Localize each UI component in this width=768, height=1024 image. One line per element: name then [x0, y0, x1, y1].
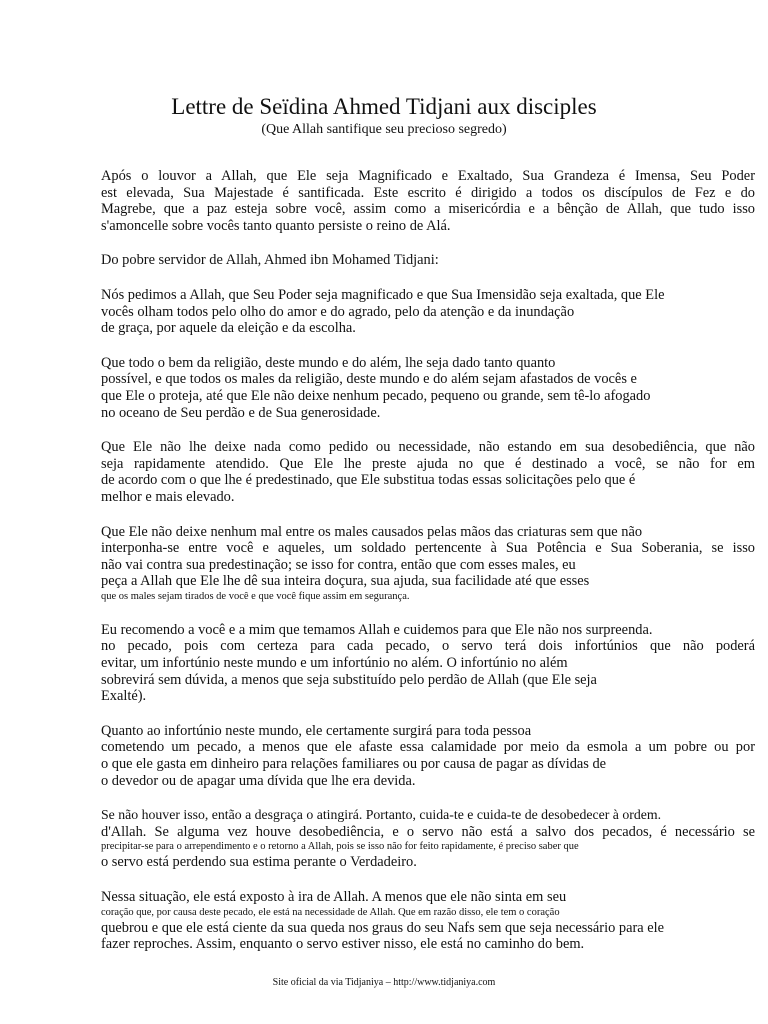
text-line: peça a Allah que Ele lhe dê sua inteira doçura, sua ajuda, sua facilidade até que esses [101, 573, 590, 590]
paragraph-8 [101, 723, 755, 789]
text-line: Que Ele não deixe nenhum mal entre os males causados pelas mãos das criaturas sem que não [101, 523, 643, 540]
text-line: sobrevirá sem dúvida, a menos que seja substituído pelo perdão de Allah (que Ele seja [101, 671, 597, 688]
paragraph-5 [101, 439, 755, 505]
text-line: que Ele o proteja, até que Ele não deixe nenhum pecado, pequeno ou grande, sem tê-lo afogado [101, 387, 651, 404]
text-line: de graça, por aquele da eleição e da escolha. [101, 320, 356, 337]
text-line: de acordo com o que lhe é predestinado, que Ele substitua todas essas solicitações pelo que é [101, 472, 636, 489]
paragraph-4 [101, 355, 755, 421]
text-line: seja rapidamente atendido. Que Ele lhe preste ajuda no que é destinado a você, se não for em [101, 455, 755, 472]
paragraph-6 [101, 524, 755, 604]
text-line: Magrebe, que a paz esteja sobre você, assim como a misericórdia e a bênção de Allah, que tudo isso [101, 201, 755, 218]
text-line: melhor e mais elevado. [101, 488, 235, 505]
text-line: d'Allah. Se alguma vez houve desobediência, e o servo não está a salvo dos pecados, é necessário se [101, 823, 755, 840]
page-footer: Site oficial da via Tidjaniya – http://www.tidjaniya.com [272, 977, 496, 988]
paragraph-1 [101, 168, 755, 234]
text-line: coração que, por causa deste pecado, ele está na necessidade de Allah. Que em razão disso, ele tem o coração [101, 906, 560, 918]
text-line: interponha-se entre você e aqueles, um soldado pertencente à Sua Potência e Sua Soberania, se isso [101, 540, 755, 557]
paragraph-7 [101, 622, 755, 705]
text-line: Quanto ao infortúnio neste mundo, ele certamente surgirá para toda pessoa [101, 722, 532, 739]
text-line: s'amoncelle sobre vocês tanto quanto persiste o reino de Alá. [101, 217, 451, 234]
text-line: Se não houver isso, então a desgraça o atingirá. Portanto, cuida-te e cuida-te de desobedecer à ordem. [101, 807, 662, 823]
paragraph-9 [101, 807, 755, 871]
text-line: Exalté). [101, 688, 147, 705]
paragraph-3 [101, 287, 755, 337]
page-subtitle: (Que Allah santifique seu precioso segredo) [261, 122, 507, 137]
text-line: fazer reproches. Assim, enquanto o servo estiver nisso, ele está no caminho do bem. [101, 936, 585, 953]
text-line: Do pobre servidor de Allah, Ahmed ibn Mohamed Tidjani: [101, 252, 439, 269]
text-line: quebrou e que ele está ciente da sua queda nos graus do seu Nafs sem que seja necessário para ele [101, 919, 665, 936]
text-line: o que ele gasta em dinheiro para relações familiares ou por causa de pagar as dívidas de [101, 756, 607, 773]
text-line: cometendo um pecado, a menos que ele afaste essa calamidade por meio da esmola a um pobre ou por [101, 739, 755, 756]
paragraph-2 [101, 252, 755, 269]
text-line: não vai contra sua predestinação; se isso for contra, então que com esses males, eu [101, 556, 576, 573]
text-line: Eu recomendo a você e a mim que temamos Allah e cuidemos para que Ele não nos surpreenda. [101, 621, 653, 638]
text-line: o servo está perdendo sua estima perante o Verdadeiro. [101, 854, 417, 871]
text-line: Que Ele não lhe deixe nada como pedido ou necessidade, não estando em sua desobediência, que não [101, 439, 755, 456]
page-title: Lettre de Seïdina Ahmed Tidjani aux disciples [171, 94, 597, 119]
text-line: no oceano de Seu perdão e de Sua generosidade. [101, 404, 381, 421]
text-line: vocês olham todos pelo olho do amor e do agrado, pelo da atenção e da inundação [101, 303, 575, 320]
text-line: evitar, um infortúnio neste mundo e um infortúnio no além. O infortúnio no além [101, 655, 568, 672]
text-line: Que todo o bem da religião, deste mundo e do além, lhe seja dado tanto quanto [101, 354, 556, 371]
text-line: est elevada, Sua Majestade é santificada. Este escrito é dirigido a todos os discípulos de Fez e do [101, 184, 755, 201]
text-line: o devedor ou de apagar uma dívida que lhe era devida. [101, 772, 416, 789]
text-line: que os males sejam tirados de você e que você fique assim em segurança. [101, 590, 410, 602]
text-line: Após o louvor a Allah, que Ele seja Magnificado e Exaltado, Sua Grandeza é Imensa, Seu Poder [101, 168, 755, 184]
text-line: Nós pedimos a Allah, que Seu Poder seja magnificado e que Sua Imensidão seja exaltada, que Ele [101, 286, 665, 303]
text-line: precipitar-se para o arrependimento e o retorno a Allah, pois se isso não for feito rapidamente, é preciso saber que [101, 841, 579, 853]
letter-body [101, 168, 755, 971]
text-line: Nessa situação, ele está exposto à ira de Allah. A menos que ele não sinta em seu [101, 889, 567, 905]
paragraph-10 [101, 889, 755, 953]
text-line: possível, e que todos os males da religião, deste mundo e do além sejam afastados de vocês e [101, 371, 637, 388]
text-line: no pecado, pois com certeza para cada pecado, o servo terá dois infortúnios que não poderá [101, 638, 755, 655]
